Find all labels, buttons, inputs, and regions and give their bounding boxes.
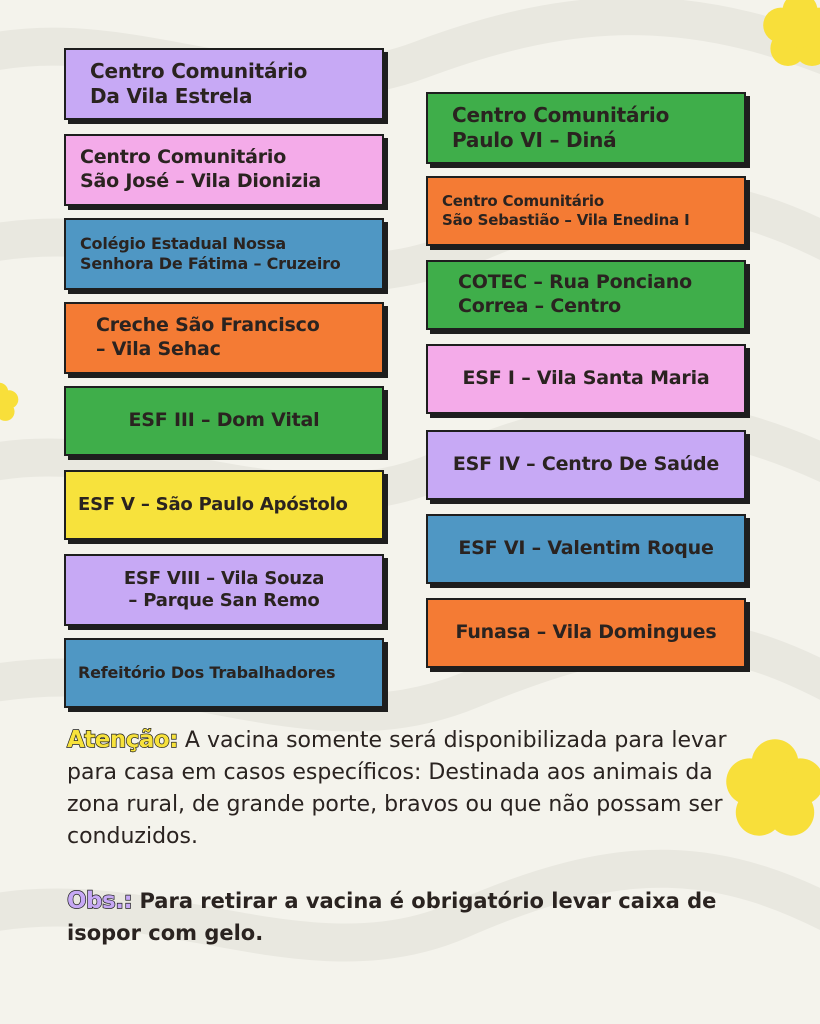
location-label: ESF I – Vila Santa Maria [462,367,710,390]
location-label: ESF VIII – Vila Souza – Parque San Remo [123,567,325,611]
location-label: Centro Comunitário Paulo VI – Diná [452,103,670,152]
location-card-funasa [426,598,746,668]
location-card-esf-viii [64,554,384,626]
location-card-paulo-vi [426,92,746,164]
location-card-sao-jose [64,134,384,206]
notes-section [67,724,747,949]
location-label: COTEC – Rua Ponciano Correa – Centro [458,271,692,317]
location-label: Colégio Estadual Nossa Senhora De Fátima – Cruzeiro [80,234,341,273]
observation-text: Para retirar a vacina é obrigatório levar caixa de isopor com gelo. [67,889,717,945]
attention-note [67,724,747,853]
flower-icon [760,0,820,70]
location-label: ESF V – São Paulo Apóstolo [78,493,348,515]
location-card-esf-vi [426,514,746,584]
location-label: ESF VI – Valentim Roque [458,537,714,560]
attention-label: Atenção: [67,727,178,753]
location-label: Funasa – Vila Domingues [455,621,717,644]
flower-icon [0,378,20,426]
location-label: Centro Comunitário São Sebastião – Vila Enedina I [442,192,690,229]
location-label: ESF IV – Centro De Saúde [452,453,720,476]
location-label: ESF III – Dom Vital [128,409,320,432]
observation-label: Obs.: [67,888,133,914]
location-card-refeitorio [64,638,384,708]
location-card-sao-sebastiao [426,176,746,246]
location-card-colegio-fatima [64,218,384,290]
location-card-esf-iii [64,386,384,456]
location-card-creche-sao-francisco [64,302,384,374]
location-label: Centro Comunitário São José – Vila Dionizia [80,146,322,192]
location-label: Refeitório Dos Trabalhadores [78,663,336,682]
attention-text: A vacina somente será disponibilizada para levar para casa em casos específicos: Destinada aos animais da zona rural, de grande porte, bravos ou que não possam ser conduzidos. [67,728,727,849]
location-card-vila-estrela [64,48,384,120]
observation-note [67,885,747,949]
location-card-cotec [426,260,746,330]
location-card-esf-i [426,344,746,414]
location-card-esf-v [64,470,384,540]
location-label: Creche São Francisco – Vila Sehac [96,314,320,360]
location-label: Centro Comunitário Da Vila Estrela [90,59,308,108]
location-card-esf-iv [426,430,746,500]
